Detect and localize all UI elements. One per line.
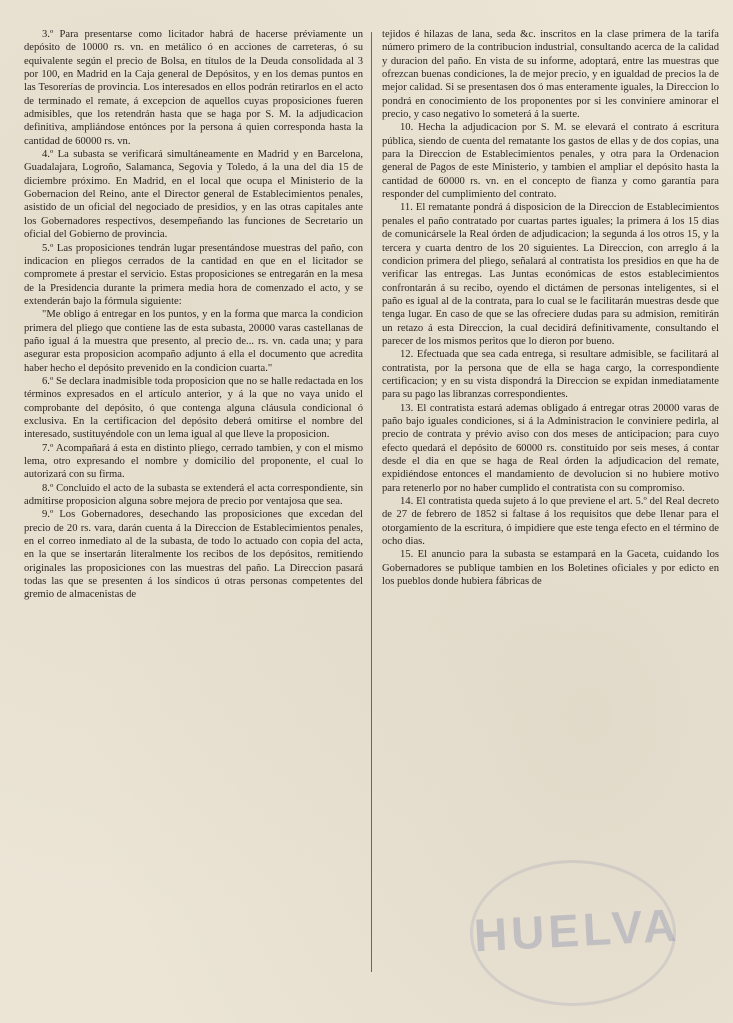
paragraph-condition-10: 10. Hecha la adjudicacion por S. M. se elevará el contrato á escritura pública, siendo de cuenta del rematante los gastos de ellas y de dos copias, una para la Direccion de Establecimientos penales, y otra para la Ordenacion general de Pagos de este Ministerio, y tambien el ampliar el depósito hasta la cantidad de 60000 rs. vn. en el concepto de fianza y como garantía para responder del cumplimiento del contrato. [382,122,719,201]
archive-stamp-ring [470,860,676,1006]
paragraph-condition-7: 7.º Acompañará á esta en distinto pliego, cerrado tambien, y con el mismo lema, otro expresando el nombre y domicilio del proponente, el cual lo autorizará con su firma. [24,442,363,481]
paragraph-condition-3: 3.º Para presentarse como licitador habrá de hacerse préviamente un depósito de 10000 rs. vn. en metálico ó en acciones de carreteras, ó su equivalente según el precio de Bolsa, en títulos de la Deuda consolidada al 3 por 100, en Madrid en la Caja general de Depósitos, y en los demas puntos en las Tesorerías de provincia. Los interesados en ellos podrán retirarlos en el acto de terminado el remate, á excepcion de aquellos cuyas proposiciones fueren admisibles, que los retendrán hasta que se haga por S. M. la adjudicacion definitiva, ampliándose entónces por la persona á quien corresponda hasta la cantidad de 60000 rs. vn. [24,29,363,147]
paragraph-condition-12: 12. Efectuada que sea cada entrega, si resultare admisible, se facilitará al contratista, por la persona que de ella se haga cargo, la correspondiente certificacion; y en su vista dispondrá la Direccion se expidan inmediatamente para su pago las libranzas correspondientes. [382,349,719,401]
paragraph-formula: "Me obligo á entregar en los puntos, y en la forma que marca la condicion primera del pliego que contiene las de esta subasta, 20000 varas castellanas de paño igual á la muestra que presento, al precio de... rs. vn. cada una; y para asegurar esta proposicion acompaño adjunto á ella el documento que acredita haber hecho el depósito prevenido en la condicion cuarta." [24,309,363,374]
left-column [24,28,371,988]
paragraph-condition-5: 5.º Las proposiciones tendrán lugar presentándose muestras del paño, con indicacion en pliegos cerrados de la cantidad en que en el licitador se compromete á prestar el servicio. Estas proposiciones se entregarán en la mesa de la Presidencia durante la primera media hora de comenzado el acto, y se extenderán bajo la fórmula siguiente: [24,242,363,307]
paragraph-continuation: tejidos é hilazas de lana, seda &c. inscritos en la clase primera de la tarifa número primero de la contribucion industrial, consultando acerca de la calidad y duracion del paño. En vista de su informe, adoptará, entre las muestras que ofrezcan buenas condiciones, la de mejor precio, y en igualdad de precios la de mejor calidad. Si se presentasen dos ó mas enteramente iguales, la Direccion lo pondrá en conocimiento de los proponentes por si les conviniere aminorar el precio, y caso negativo lo someterá á la suerte. [382,29,719,121]
archive-stamp: HUELVA [472,898,682,962]
two-column-body [24,28,719,988]
paragraph-condition-15: 15. El anuncio para la subasta se estampará en la Gaceta, cuidando los Gobernadores se publique tambien en los Boletines oficiales y por edicto en los pueblos donde hubiera fábricas de [382,549,719,588]
paragraph-condition-11: 11. El rematante pondrá á disposicion de la Direccion de Establecimientos penales el paño contratado por cuartas partes iguales; la primera á los 15 dias de comunicársele la Real órden de adjudicacion; la segunda á los otros 15, y la tercera y cuarta dentro de los 20 siguientes. La Direccion, con arreglo á la condicion primera del pliego, señalará al contratista los presidios en que ha de verificar las entregas. Las Juntas económicas de estos establecimientos confrontarán á su recibo, oyendo el dictámen de personas inteligentes, si el paño es igual al de la contrata, para lo cual se le facilitarán muestras desde que tenga lugar. En caso de que se las ofreciere dudas para su admision, remitirán un retazo á esta Direccion, la cual decidirá definitivamente, consultando el parecer de los mismos peritos que lo dieron por bueno. [382,202,719,347]
paragraph-condition-14: 14. El contratista queda sujeto á lo que previene el art. 5.º del Real decreto de 27 de febrero de 1852 si faltase á los requisitos que debe llenar para el otorgamiento de la escritura, ó impidiere que este tenga efecto en el término de ocho dias. [382,496,719,548]
paragraph-condition-9: 9.º Los Gobernadores, desechando las proposiciones que excedan del precio de 20 rs. vara, darán cuenta á la Direccion de Establecimientos penales, en el correo inmediato al de la subasta, de todo lo actuado con copia del acta, en la que se insertarán literalmente los recibos de los depósitos, remitiendo originales las proposiciones con las muestras del paño. La Direccion pasará todas las que se presenten á los síndicos ú otras personas competentes del gremio de almacenistas de [24,509,363,601]
right-column [372,28,719,988]
paragraph-condition-6: 6.º Se declara inadmisible toda proposicion que no se halle redactada en los términos expresados en el artículo anterior, y á la que no vaya unido el comprobante del depósito, ó que contenga alguna cláusula condicional ó exclusiva. En la certificacion del depósito deberá omitirse el nombre del interesado, sustituyéndole con un lema igual al que lleve la proposicion. [24,375,363,441]
paragraph-condition-13: 13. El contratista estará ademas obligado á entregar otras 20000 varas de paño bajo iguales condiciones, si á la Administracion le conviniere pedirla, al precio de contrata y prévio aviso con dos meses de anticipacion; para cuyo efecto quedará el depósito de 60000 rs. constituido por seis meses, á contar desde el dia en que se haga de Real órden la adjudicacion del remate, expidiéndose entonces el mandamiento de devolucion si no hubiere motivo para retenerlo por no haber cumplido el contratista con su compromiso. [382,402,719,494]
paragraph-condition-4: 4.º La subasta se verificará simultáneamente en Madrid y en Barcelona, Guadalajara, Logroño, Salamanca, Segovia y Toledo, á la una del dia 15 de diciembre próximo. En Madrid, en el local que ocupa el Ministerio de la Gobernacion del Reino, ante el Director general de Establecimientos penales, asistido de un oficial del negociado de presidios, y en las otras capitales ante los Gobernadores respectivos, desempeñando las funciones de Secretario un oficial del Gobierno de provincia. [24,149,363,241]
paragraph-condition-8: 8.º Concluido el acto de la subasta se extenderá el acta correspondiente, sin admitirse proposicion alguna sobre mejora de precio por ventajosa que sea. [24,482,363,508]
